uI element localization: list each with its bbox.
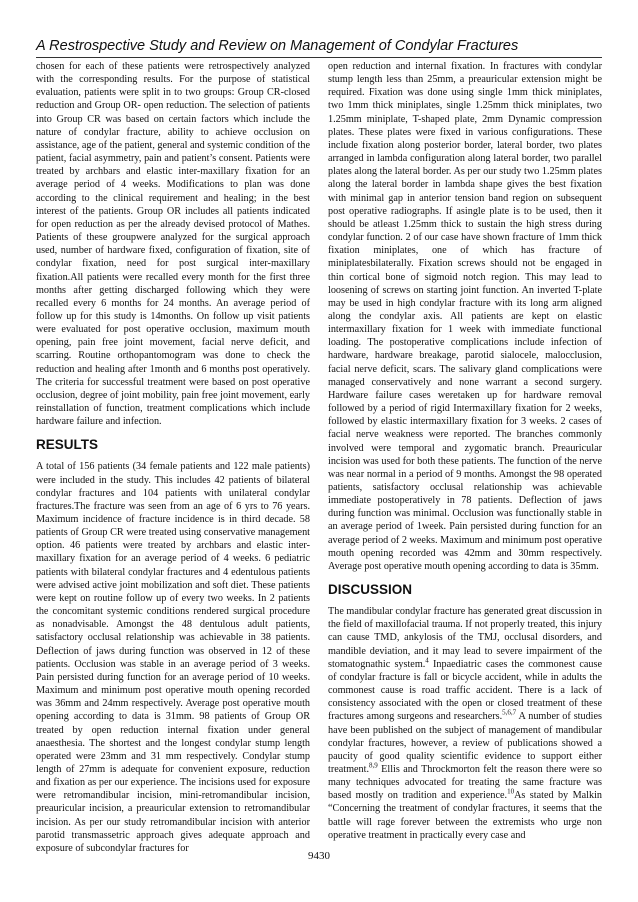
running-title: A Restrospective Study and Review on Management of Condylar Fractures <box>36 38 519 54</box>
right-column <box>328 60 602 842</box>
title-rule <box>36 57 602 58</box>
discussion-text-2: Inpaediatric cases the commonest cause of condylar fracture is fall or bicycle accident, while in adults the commonest cause is road traffic accident. There is a lack of consistency associated with the open or closed treatment of these fractures among surgeons and researchers. <box>328 658 602 723</box>
discussion-heading: DISCUSSION <box>328 582 413 598</box>
discussion-text-3: A number of studies have been published on the subject of management of mandibular condylar fractures, however, a review of publications showed a paucity of good quality scientific evidence to support either treatment. <box>328 711 602 775</box>
citation-ref: 4 <box>425 656 429 665</box>
citation-ref: 5,6,7 <box>502 708 517 717</box>
discussion-text-5: As stated by Malkin “Concerning the treatment of condylar fractures, it seems that the battle will rage forever between the extremists who urge non operative treatment in practically every case and <box>328 790 602 841</box>
citation-ref: 10 <box>507 787 515 796</box>
page-number: 9430 <box>308 850 330 862</box>
left-column <box>36 60 310 855</box>
methods-paragraph: chosen for each of these patients were retrospectively analyzed with the corresponding results. For the purpose of statistical evaluation, patients were split in to two groups: Group CR-closed reduction and Group OR- open reduction. The selection of patients into Group CR was based on certain factors which include the nature of condylar fracture, ability to achieve occlusion on assistance, age of the patient, general and systemic condition of the patient, facial asymmetry, pain and patient’s consent. Patients were treated by archbars and elastic inter-maxillary fixation for an average period of 4 weeks. Modifications to plan was done according to the clinical requirement and healing; in the best interest of the patients. Group OR includes all patients indicated for open reduction as per the already devised protocol of Mathes. Patients of these groupwere analyzed for the surgical approach used, number of hardware fixed, configuration of fixation, site of condylar fixation, need for post surgical inter-maxillary fixation.All patients were recalled every month for the first three months after getting discharged following which they were recalled every 6 months for 24 months. An average period of follow up for this study is 14months. On follow up visit patients were evaluated for post operative occlusion, maximum mouth opening, pain free joint movement, facial nerve deficit, and scarring. Routine orthopantomogram was done to check the reduction and healing after 1month and 6 months post operatively. The criteria for successful treatment were based on post operative occlusion, degree of joint mobility, pain free joint movement, early reinstallation of function, treatment complications which include hardware failure and infection. <box>36 61 310 428</box>
discussion-text-1: The mandibular condylar fracture has generated great discussion in the field of maxillofacial trauma. If not properly treated, this injury can cause TMD, ankylosis of the TMJ, occlusal disorders, and mandible deviation, and it may lead to severe impairment of the stomatognathic system. <box>328 606 602 670</box>
fixation-paragraph: open reduction and internal fixation. In fractures with condylar stump length less than 25mm, a preauricular extension might be required. Fixation was done using single 1mm thick miniplates, two 1mm thick miniplates, single 1.25mm thick miniplates, two 1.25mm miniplate, T-shaped plate, 2mm Dynamic compression plates. These plates were fixed in various configurations. These include fixation along posterior border, lateral border, two plates arranged in lambda configuration along lateral border, two parallel plates along the lateral border. As per our study two 1.25mm plates along the lateral border in lambda shape gives the best fixation with minimal gap in anterior tension band region on subsequent post operative radiographs. If asingle plate is to be used, then it should be atleast 1.25mm thick to sustain the high stress during condylar function. 2 of our case have shown fracture of 1mm thick fixation miniplates, one of which has fracture of miniplatesbilaterally. Fixation screws should not be engaged in thin cortical bone of sigmoid notch region. This may lead to loosening of screws on starting joint function. An inverted T-plate may be used in high condylar fracture with its long arm aligned along the condylar axis. All patients are kept on elastic intermaxillary fixation for 1 week with immediate functional loading. The postoperative complications include infection of hardware, hardware breakage, parotid sialocele, malocclusion, facial nerve deficit, scars. The salivary gland complications were managed conservatively and none warrant a second surgery. Hardware failure cases weretaken up for hardware removal followed by a period of rigid Intermaxillary fixation for 2 weeks, followed by elastic intermaxillary fixation for 3 weeks. 2 cases of facial nerve weakness were reported. The branches commonly involved were temporal and zygomatic branch. Preauricular incision was used for both these patients. The function of the nerve was near normal in a period of 9 months. Amongst the 98 operated patients, satisfactory occlusal relationship was achievable immediate postoperatively in 78 patients. Deflection of jaws during function was minimal. Occlusion was functionally stable in an average period of 1week. Pain persisted during function for an average period of 2 weeks. Maximum and minimum post operative mouth opening recorded was 42mm and 30mm respectively. Average post operative mouth opening according to data is 35mm. <box>328 61 602 572</box>
discussion-paragraph <box>328 605 602 842</box>
results-heading: RESULTS <box>36 437 99 453</box>
discussion-text-4: Ellis and Throckmorton felt the reason there were so many techniques advocated for treating the same fracture was based mostly on tradition and experience. <box>328 763 602 802</box>
results-paragraph: A total of 156 patients (34 female patients and 122 male patients) were included in the study. This includes 42 patients of bilateral condylar fractures and 104 patients with unilateral condylar fractures.The fracture was seen from an age of 6 yrs to 76 years. Maximum incidence of fracture incidence is in third decade. 58 patients of Group CR were treated using conservative management option. 46 patients were treated by archbars and elastic inter-maxillary fixation for an average period of 4 weeks. 6 pediatric patients with bilateral condylar fractures and 4 edentulous patients were advised active joint mobilization and soft diet. These patients were kept on routine follow up of every two weeks. In 2 patients the concomitant systemic conditions rendered surgical procedure as nonadvisable. Amongst the 48 dentulous adult patients, satisfactory occlusal relationship was achievable in 38 patients. Deflection of jaws during function was observed in 12 of these patients. Occlusion was stable in an average period of 3 weeks. Pain persisted during function for an average period of 10 weeks. Maximum and minimum post operative mouth opening recorded was 36mm and 24mm respectively. Average post operative mouth opening according to data is 31mm. 98 patients of Group OR treated by open reduction internal fixation under general anaesthesia. The shortest and the longest condylar stump length operated were 23mm and 31 mm respectively. Condylar stump length of 27mm is adequate for convenient exposure, reduction and fixation as per our experience. The incisions used for exposure were retromandibular incision, mini-retromandibular incision, preauricular incision, a preauricular extension to retromandibular incision. As per our study retromandibular incision with anterior parotid transmassetric approach gives adequate approach and exposure of subcondylar fractures for <box>36 461 310 854</box>
citation-ref: 8,9 <box>369 761 378 770</box>
